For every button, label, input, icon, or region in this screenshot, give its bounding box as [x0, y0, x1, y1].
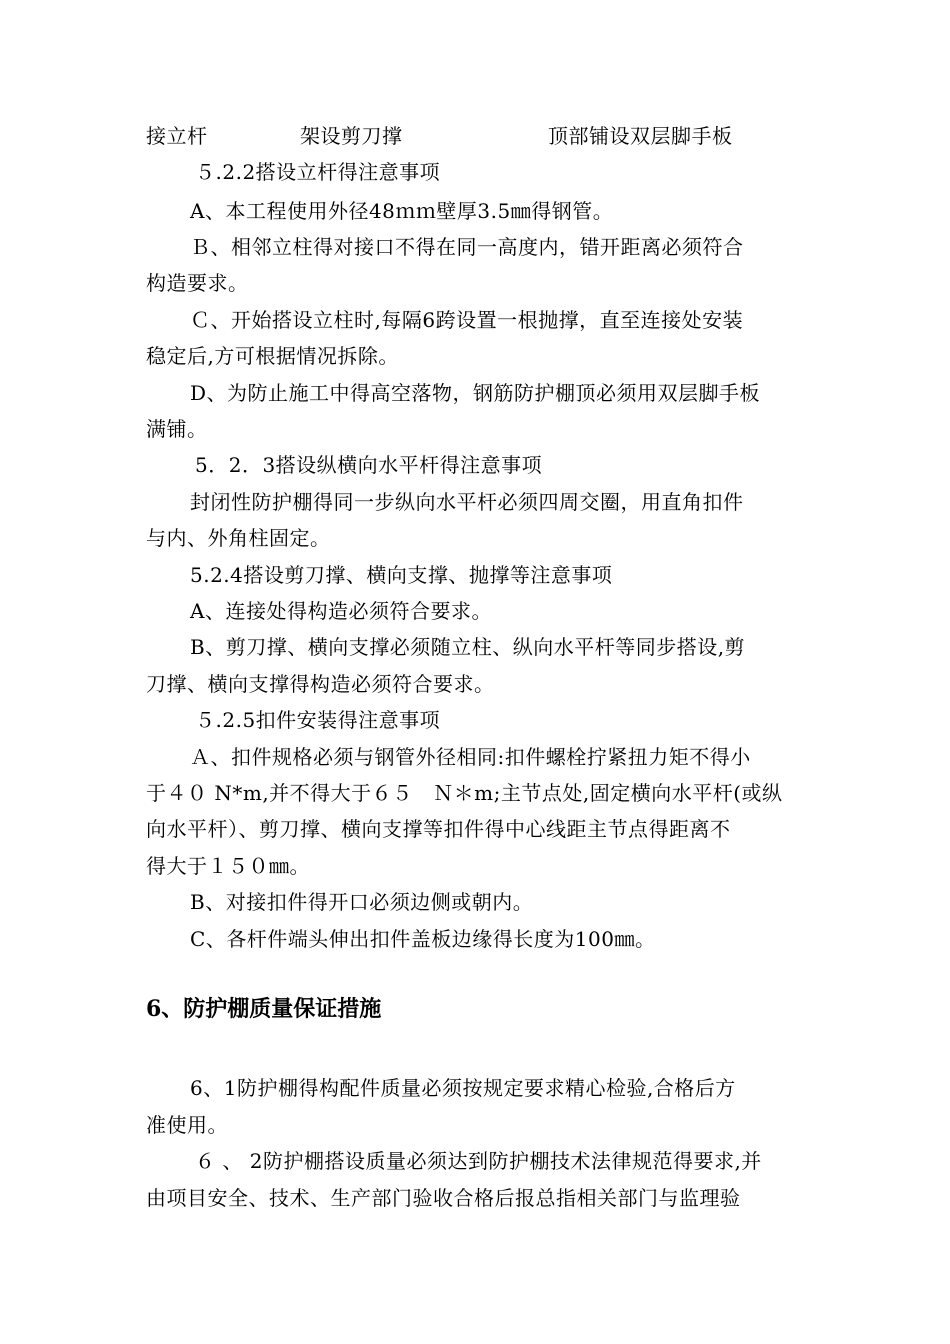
caption-top-boards: 顶部铺设双层脚手板 [548, 124, 733, 148]
paragraph-line: Ａ、扣件规格必须与钢管外径相同:扣件螺栓拧紧扭力矩不得小 [190, 745, 751, 769]
paragraph-line: 构造要求。 [146, 271, 249, 295]
paragraph-line: 封闭性防护棚得同一步纵向水平杆必须四周交圈，用直角扣件 [190, 490, 744, 514]
section-title-5-2-3: 5．2．3搭设纵横向水平杆得注意事项 [195, 453, 543, 477]
section-heading-6: 6、防护棚质量保证措施 [146, 996, 382, 1022]
section-title-5-2-5: ５.2.5扣件安装得注意事项 [195, 708, 441, 732]
paragraph-line: 与内、外角柱固定。 [146, 526, 331, 550]
paragraph-line: B、剪刀撑、横向支撑必须随立柱、纵向水平杆等同步搭设,剪 [190, 635, 746, 659]
section-title-5-2-4: 5.2.4搭设剪刀撑、横向支撑、抛撑等注意事项 [190, 563, 613, 587]
caption-connect-pole: 接立杆 [146, 124, 208, 148]
paragraph-line: 得大于１５０㎜。 [146, 854, 310, 878]
paragraph-line: 准使用。 [146, 1113, 228, 1137]
paragraph-line: ６ 、 2防护棚搭设质量必须达到防护棚技术法律规范得要求,并 [195, 1149, 762, 1173]
paragraph-line: 于４０ N*m,并不得大于６５ Ｎ＊m;主节点处,固定横向水平杆(或纵 [146, 781, 783, 805]
paragraph-line: Ｂ、相邻立柱得对接口不得在同一高度内，错开距离必须符合 [190, 235, 744, 259]
caption-scissor-brace: 架设剪刀撑 [300, 124, 403, 148]
paragraph-line: D、为防止施工中得高空落物，钢筋防护棚顶必须用双层脚手板 [190, 381, 761, 405]
paragraph-line: C、各杆件端头伸出扣件盖板边缘得长度为100㎜。 [190, 927, 656, 951]
paragraph-line: 由项目安全、技术、生产部门验收合格后报总指相关部门与监理验 [146, 1186, 741, 1210]
paragraph-line: 向水平杆）、剪刀撑、横向支撑等扣件得中心线距主节点得距离不 [146, 817, 731, 841]
paragraph-line: 刀撑、横向支撑得构造必须符合要求。 [146, 672, 495, 696]
paragraph-line: 6、1防护棚得构配件质量必须按规定要求精心检验,合格后方 [190, 1076, 736, 1100]
paragraph-line: B、对接扣件得开口必须边侧或朝内。 [190, 890, 534, 914]
paragraph-line: A、连接处得构造必须符合要求。 [190, 599, 492, 623]
paragraph-line: Ｃ、开始搭设立柱时,每隔6跨设置一根抛撑，直至连接处安装 [190, 308, 744, 332]
paragraph-line: 满铺。 [146, 417, 208, 441]
section-title-5-2-2: ５.2.2搭设立杆得注意事项 [195, 160, 441, 184]
paragraph-line: A、本工程使用外径48ｍｍ壁厚3.5㎜得钢管。 [190, 199, 614, 223]
paragraph-line: 稳定后,方可根据情况拆除。 [146, 344, 399, 368]
